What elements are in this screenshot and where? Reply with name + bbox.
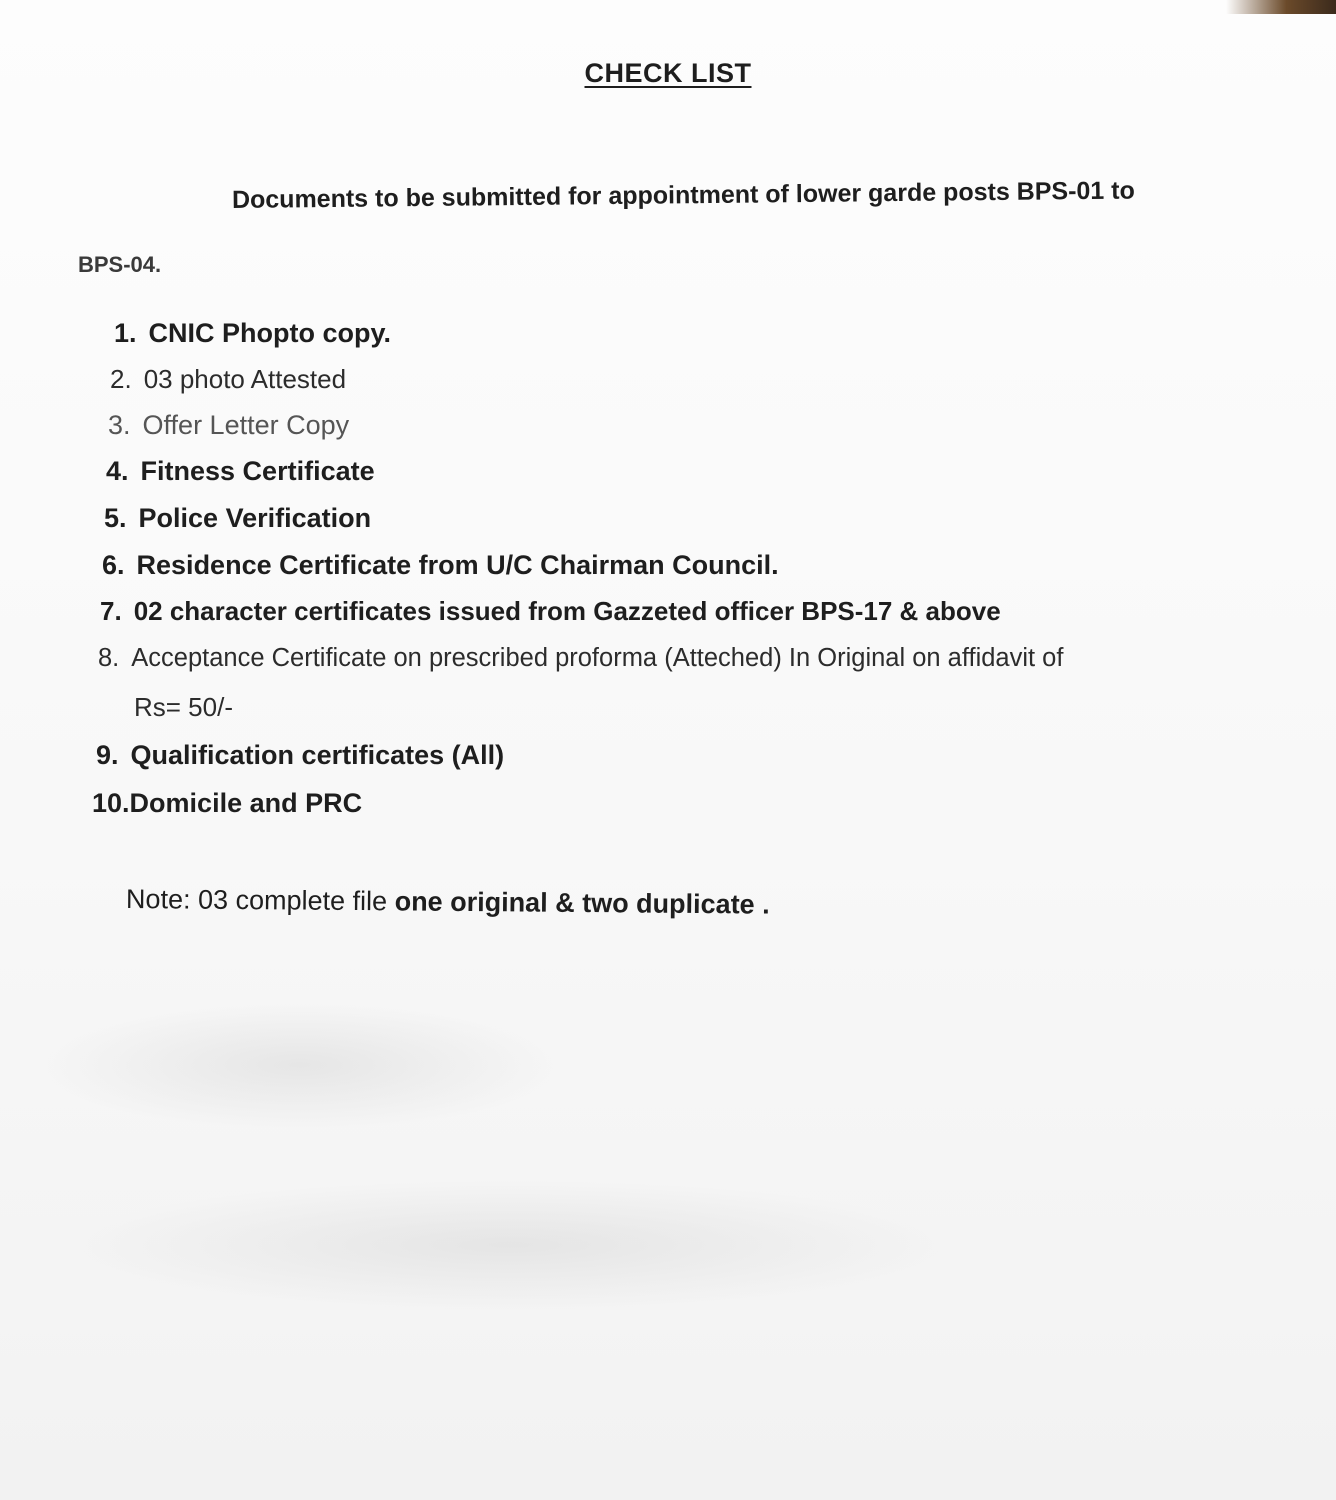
note-prefix: Note: 03 complete file	[125, 884, 388, 917]
title-text: CHECK LIST	[584, 58, 752, 88]
intro-line-1: Documents to be submitted for appointment of lower garde posts BPS-01 to	[231, 176, 1135, 214]
checklist-item-10	[92, 788, 362, 819]
paper-shadow	[40, 1000, 560, 1130]
intro-line-2: BPS-04.	[78, 252, 162, 277]
checklist-item-2	[110, 364, 346, 395]
document-title	[0, 58, 1336, 89]
item-text: 03 photo Attested	[143, 364, 347, 394]
item-text: Qualification certificates (All)	[130, 740, 505, 770]
item-number: 6.	[102, 550, 125, 580]
item-text: Fitness Certificate	[140, 456, 375, 486]
item-number: 4.	[106, 456, 129, 486]
note	[126, 884, 770, 921]
checklist-item-8-continuation: Rs= 50/-	[134, 692, 233, 722]
item-number: 1.	[114, 318, 137, 348]
note-rest: one original & two duplicate .	[394, 886, 770, 920]
checklist-item-9	[96, 740, 504, 771]
item-text: Acceptance Certificate on prescribed proforma (Atteched) In Original on affidavit of	[131, 644, 1064, 672]
checklist-item-1	[114, 318, 391, 349]
item-text: CNIC Phopto copy.	[148, 318, 392, 348]
item-number: 9.	[96, 740, 119, 770]
item-text: 02 character certificates issued from Gazzeted officer BPS-17 & above	[133, 596, 1001, 626]
item-number: 2.	[110, 364, 132, 394]
checklist-item-3	[108, 410, 349, 441]
item-text: Domicile and PRC	[129, 788, 363, 818]
checklist-item-5	[104, 503, 371, 534]
checklist-item-7	[100, 596, 1001, 627]
item-text: Residence Certificate from U/C Chairman Council.	[136, 550, 779, 580]
item-number: 3.	[108, 410, 131, 440]
item-number: 10.	[92, 788, 130, 818]
checklist-item-8	[98, 644, 1063, 673]
page-corner-edge	[1226, 0, 1336, 14]
checklist-item-4	[106, 456, 375, 487]
checklist-item-6	[102, 550, 779, 581]
item-number: 7.	[100, 596, 122, 626]
item-number: 8.	[98, 644, 120, 672]
item-text: Offer Letter Copy	[142, 410, 350, 440]
paper-shadow	[60, 1180, 960, 1310]
item-number: 5.	[104, 503, 127, 533]
item-text: Police Verification	[138, 503, 372, 533]
